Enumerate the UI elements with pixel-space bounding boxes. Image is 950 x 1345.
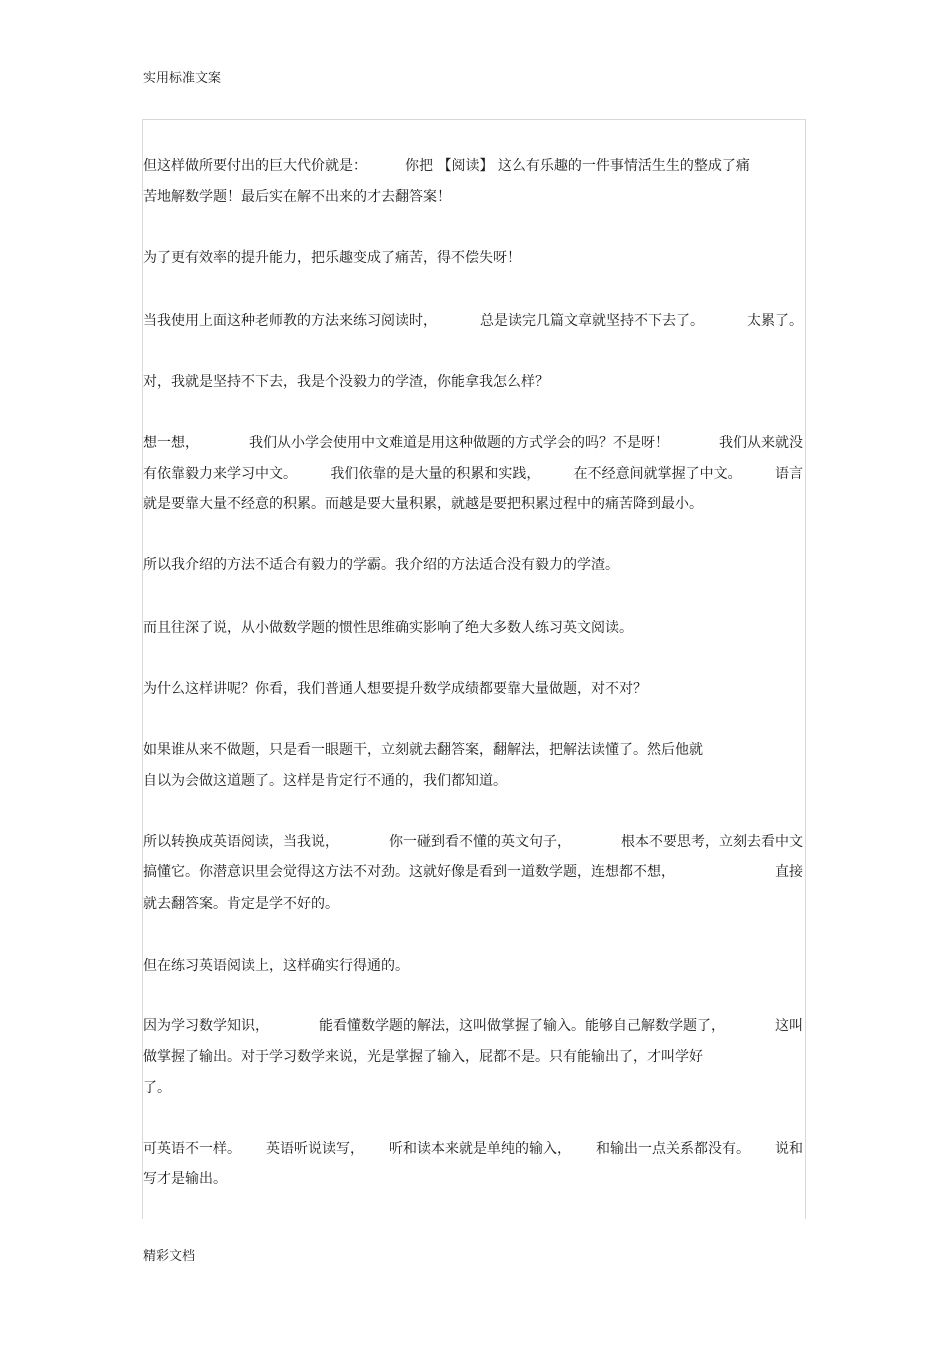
text-segment: 我们依靠的是大量的积累和实践， xyxy=(330,466,541,482)
text-segment: 因为学习数学知识， xyxy=(143,1018,269,1034)
paragraph-9-line-1: 如果谁从来不做题，只是看一眼题干，立刻就去翻答案，翻解法，把解法读懂了。然后他就 xyxy=(143,742,703,758)
paragraph-11: 但在练习英语阅读上，这样确实行得通的。 xyxy=(143,958,409,974)
text-segment: 和输出一点关系都没有。 xyxy=(596,1141,750,1157)
paragraph-12-line-2: 做掌握了输出。对于学习数学来说，光是掌握了输入，屁都不是。只有能输出了，才叫学好 xyxy=(143,1049,703,1065)
text-segment: 太累了。 xyxy=(747,313,803,329)
text-segment: 所以转换成英语阅读，当我说， xyxy=(143,834,339,850)
paragraph-10-line-1 xyxy=(143,832,803,852)
paragraph-4: 对，我就是坚持不下去，我是个没毅力的学渣，你能拿我怎么样？ xyxy=(143,374,549,390)
text-segment: 但这样做所要付出的巨大代价就是： xyxy=(143,158,367,174)
paragraph-13-line-2: 写才是输出。 xyxy=(143,1171,227,1187)
text-segment: 听和读本来就是单纯的输入， xyxy=(389,1141,571,1157)
text-segment: 我们从来就没 xyxy=(719,435,803,451)
paragraph-10-line-3: 就去翻答案。肯定是学不好的。 xyxy=(143,896,339,912)
paragraph-1-line-2: 苦地解数学题！最后实在解不出来的才去翻答案！ xyxy=(143,189,451,205)
text-segment: 这叫 xyxy=(775,1018,803,1034)
paragraph-12-line-1 xyxy=(143,1016,803,1036)
paragraph-1-line-1 xyxy=(143,156,750,176)
text-segment: 想一想， xyxy=(143,435,199,451)
paragraph-2: 为了更有效率的提升能力，把乐趣变成了痛苦，得不偿失呀！ xyxy=(143,250,521,266)
text-segment: 说和 xyxy=(775,1141,803,1157)
paragraph-10-line-2 xyxy=(143,862,803,882)
page-header: 实用标准文案 xyxy=(143,71,222,86)
text-segment: 搞懂它。你潜意识里会觉得这方法不对劲。这就好像是看到一道数学题，连想都不想， xyxy=(143,864,675,880)
text-segment: 语言 xyxy=(774,466,803,482)
paragraph-9-line-2: 自以为会做这道题了。这样是肯定行不通的，我们都知道。 xyxy=(143,773,507,789)
text-segment: 当我使用上面这种老师教的方法来练习阅读时， xyxy=(143,313,437,329)
paragraph-7: 而且往深了说，从小做数学题的惯性思维确实影响了绝大多数人练习英文阅读。 xyxy=(143,620,633,636)
text-segment: 你把 【阅读】 这么有乐趣的一件事情活生生的整成了痛 xyxy=(405,158,750,174)
paragraph-12-line-3: 了。 xyxy=(143,1080,171,1096)
text-segment: 英语听说读写， xyxy=(266,1141,364,1157)
paragraph-5-line-2 xyxy=(143,464,803,484)
text-segment: 根本不要思考，立刻去看中文 xyxy=(621,834,803,850)
text-segment: 可英语不一样。 xyxy=(143,1141,241,1157)
text-segment: 能看懂数学题的解法，这叫做掌握了输入。能够自己解数学题了， xyxy=(319,1018,725,1034)
text-segment: 总是读完几篇文章就坚持不下去了。 xyxy=(480,313,704,329)
text-segment: 你一碰到看不懂的英文句子， xyxy=(389,834,571,850)
paragraph-5-line-1 xyxy=(143,433,803,453)
text-segment: 直接 xyxy=(775,864,803,880)
paragraph-3 xyxy=(143,311,803,331)
text-segment: 我们从小学会使用中文难道是用这种做题的方式学会的吗？不是呀！ xyxy=(249,435,669,451)
paragraph-13-line-1 xyxy=(143,1139,803,1159)
paragraph-5-line-3: 就是要靠大量不经意的积累。而越是要大量积累，就越是要把积累过程中的痛苦降到最小。 xyxy=(143,496,703,512)
text-segment: 有依靠毅力来学习中文。 xyxy=(143,466,297,482)
paragraph-8: 为什么这样讲呢？你看，我们普通人想要提升数学成绩都要靠大量做题，对不对？ xyxy=(143,681,647,697)
text-segment: 在不经意间就掌握了中文。 xyxy=(573,466,742,482)
page-footer: 精彩文档 xyxy=(143,1249,196,1264)
paragraph-6: 所以我介绍的方法不适合有毅力的学霸。我介绍的方法适合没有毅力的学渣。 xyxy=(143,557,619,573)
